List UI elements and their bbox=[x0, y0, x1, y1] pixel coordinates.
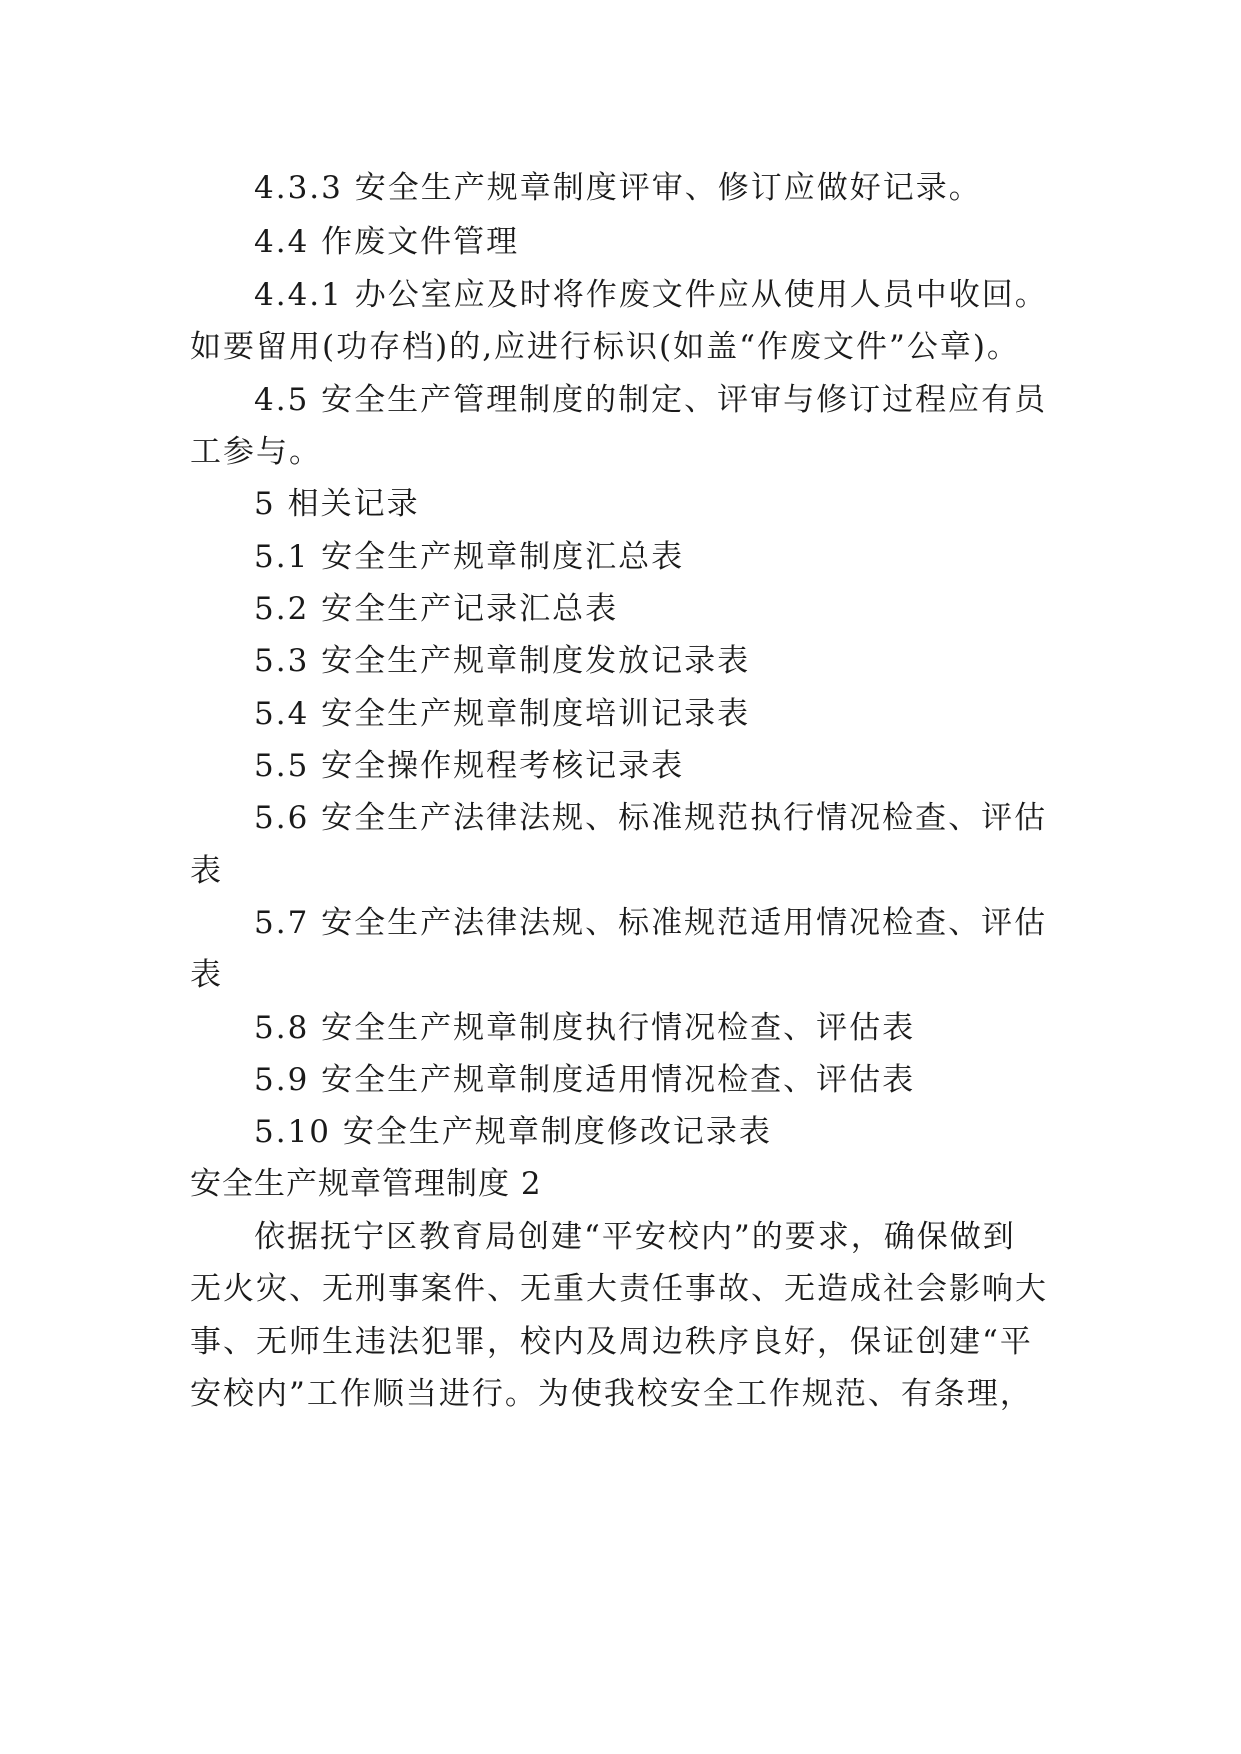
document-heading-2: 安全生产规章管理制度 2 bbox=[190, 1166, 542, 1202]
record-item-5-5: 5.5 安全操作规程考核记录表 bbox=[254, 748, 685, 784]
intro-paragraph-line-4: 安校内”工作顺当进行。为使我校安全工作规范、有条理， bbox=[190, 1376, 1033, 1412]
record-item-5-2: 5.2 安全生产记录汇总表 bbox=[254, 591, 619, 627]
section-heading-4-4: 4.4 作废文件管理 bbox=[254, 224, 520, 260]
record-item-5-6-cont: 表 bbox=[190, 853, 223, 889]
section-heading-5: 5 相关记录 bbox=[254, 486, 420, 522]
record-item-5-1: 5.1 安全生产规章制度汇总表 bbox=[254, 539, 685, 575]
record-item-5-7: 5.7 安全生产法律法规、标准规范适用情况检查、评估 bbox=[254, 905, 1048, 941]
paragraph-4-5-cont: 工参与。 bbox=[190, 434, 322, 470]
paragraph-4-5: 4.5 安全生产管理制度的制定、评审与修订过程应有员 bbox=[254, 382, 1048, 418]
paragraph-4-3-3: 4.3.3 安全生产规章制度评审、修订应做好记录。 bbox=[254, 170, 982, 206]
intro-paragraph-line-2: 无火灾、无刑事案件、无重大责任事故、无造成社会影响大 bbox=[190, 1271, 1048, 1307]
record-item-5-3: 5.3 安全生产规章制度发放记录表 bbox=[254, 643, 751, 679]
record-item-5-9: 5.9 安全生产规章制度适用情况检查、评估表 bbox=[254, 1062, 916, 1098]
record-item-5-10: 5.10 安全生产规章制度修改记录表 bbox=[254, 1114, 772, 1150]
record-item-5-7-cont: 表 bbox=[190, 957, 223, 993]
intro-paragraph-line-3: 事、无师生违法犯罪，校内及周边秩序良好，保证创建“平 bbox=[190, 1324, 1033, 1360]
paragraph-4-4-1: 4.4.1 办公室应及时将作废文件应从使用人员中收回。 bbox=[254, 277, 1048, 313]
intro-paragraph-line-1: 依据抚宁区教育局创建“平安校内”的要求，确保做到 bbox=[254, 1219, 1016, 1255]
record-item-5-8: 5.8 安全生产规章制度执行情况检查、评估表 bbox=[254, 1010, 916, 1046]
paragraph-4-4-1-cont: 如要留用(功存档)的,应进行标识(如盖“作废文件”公章)。 bbox=[190, 329, 1020, 365]
record-item-5-6: 5.6 安全生产法律法规、标准规范执行情况检查、评估 bbox=[254, 800, 1048, 836]
record-item-5-4: 5.4 安全生产规章制度培训记录表 bbox=[254, 696, 751, 732]
